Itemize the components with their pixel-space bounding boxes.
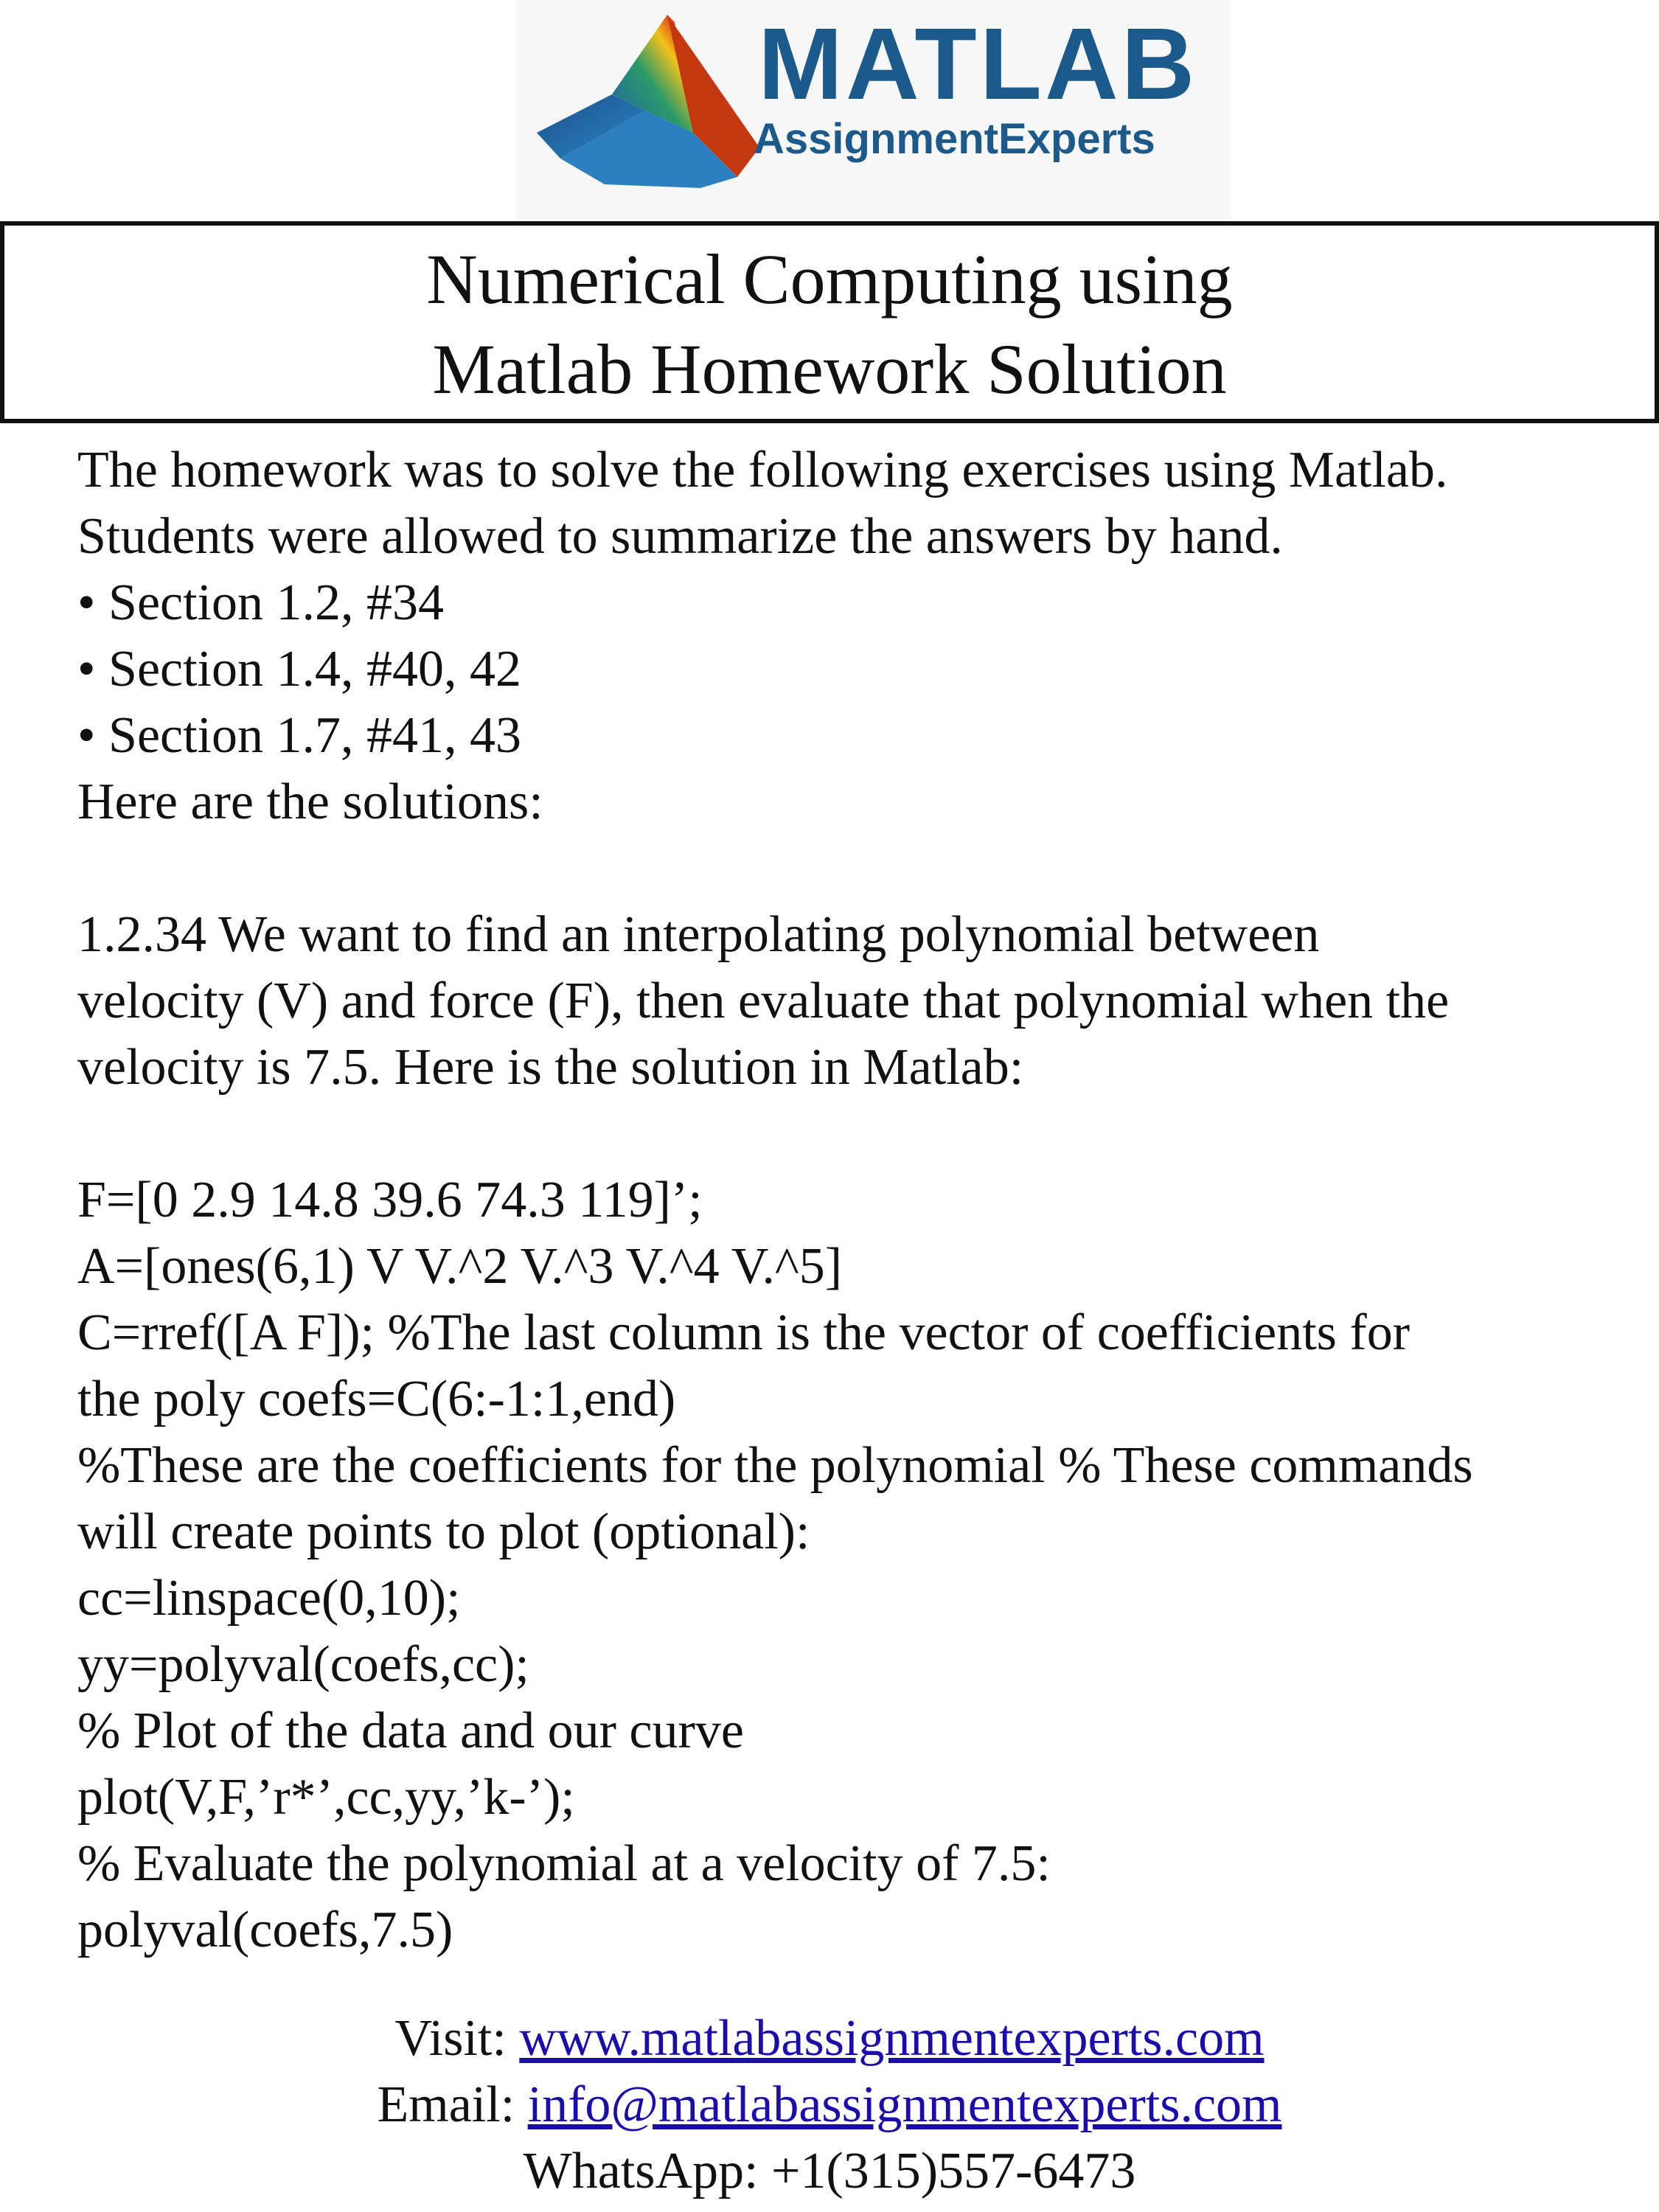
visit-label: Visit:	[394, 2010, 520, 2067]
bullet-item: • Section 1.2, #34	[77, 574, 444, 631]
footer-email	[0, 2072, 1659, 2138]
code-line: C=rref([A F]); %The last column is the vector of coefficients for	[77, 1304, 1411, 1361]
bullet-item: • Section 1.4, #40, 42	[77, 641, 521, 698]
code-line: % Evaluate the polynomial at a velocity of 7.5:	[77, 1835, 1051, 1892]
email-label: Email:	[377, 2076, 528, 2133]
bullet-item: • Section 1.7, #41, 43	[77, 707, 521, 764]
problem-line-1: 1.2.34 We want to find an interpolating polynomial between	[77, 906, 1320, 963]
logo-tagline: AssignmentExperts	[754, 115, 1155, 163]
spacer	[77, 835, 1633, 902]
problem-line-2: velocity (V) and force (F), then evaluate that polynomial when the	[77, 973, 1450, 1029]
logo	[516, 0, 1231, 220]
page-title-line-1: Numerical Computing using	[426, 240, 1233, 319]
code-line: plot(V,F,’r*’,cc,yy,’k-’);	[77, 1769, 575, 1826]
title-box	[0, 221, 1659, 423]
code-line: A=[ones(6,1) V V.^2 V.^3 V.^4 V.^5]	[77, 1238, 843, 1295]
intro-line-2: Students were allowed to summarize the answers by hand.	[77, 508, 1283, 565]
code-line: %These are the coefficients for the polynomial % These commands	[77, 1437, 1473, 1494]
code-line: the poly coefs=C(6:-1:1,end)	[77, 1371, 676, 1427]
footer	[0, 2006, 1659, 2205]
intro-line-1: The homework was to solve the following exercises using Matlab.	[77, 442, 1448, 498]
matlab-peaks-icon	[516, 0, 759, 220]
footer-visit	[0, 2006, 1659, 2072]
intro-line-3: Here are the solutions:	[77, 773, 543, 830]
page-title-line-2: Matlab Homework Solution	[432, 330, 1227, 408]
code-line: % Plot of the data and our curve	[77, 1703, 744, 1759]
code-line: will create points to plot (optional):	[77, 1503, 810, 1560]
footer-whatsapp: WhatsApp: +1(315)557-6473	[523, 2143, 1136, 2199]
code-line: cc=linspace(0,10);	[77, 1570, 461, 1627]
problem-line-3: velocity is 7.5. Here is the solution in Matlab:	[77, 1039, 1024, 1096]
email-link[interactable]: info@matlabassignmentexperts.com	[527, 2076, 1282, 2133]
logo-brand: MATLAB	[758, 7, 1198, 121]
code-line: polyval(coefs,7.5)	[77, 1902, 453, 1958]
spacer	[77, 1101, 1633, 1167]
code-line: F=[0 2.9 14.8 39.6 74.3 119]’;	[77, 1172, 703, 1228]
document-body	[77, 437, 1633, 1964]
code-line: yy=polyval(coefs,cc);	[77, 1636, 529, 1693]
website-link[interactable]: www.matlabassignmentexperts.com	[519, 2010, 1265, 2067]
